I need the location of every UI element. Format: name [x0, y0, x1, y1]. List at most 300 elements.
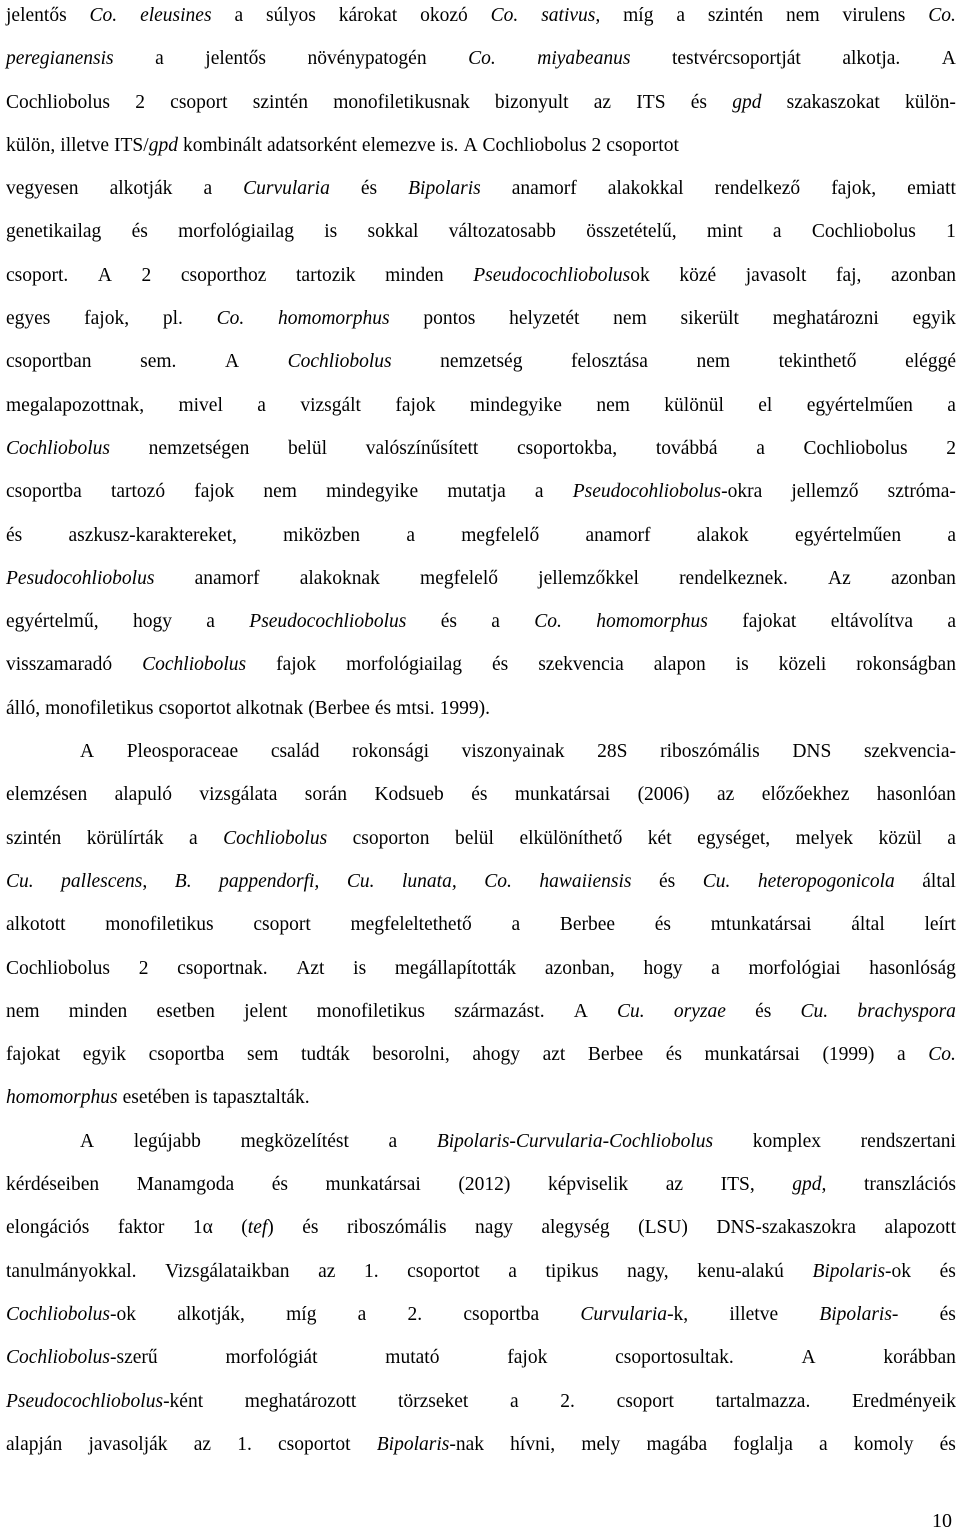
word [60, 124, 109, 167]
word [656, 427, 718, 470]
italic-term: Co. [468, 48, 496, 70]
word [253, 81, 308, 124]
text-segment: 1. [237, 1433, 252, 1455]
text-segment: csoportba [463, 1303, 540, 1325]
word [105, 903, 213, 946]
italic-term: B. [174, 870, 192, 892]
text-line [6, 470, 956, 513]
text-segment: leírt [924, 914, 956, 936]
text-segment: anamorf [585, 524, 651, 546]
word [716, 1206, 856, 1249]
text-segment: hasonlóság [869, 957, 956, 979]
italic-term: miyabeanus [537, 48, 631, 70]
text-segment: egyértelműen [794, 524, 902, 546]
text-segment: alakoknak [299, 567, 380, 589]
word [6, 990, 40, 1033]
text-segment: komplex [752, 1130, 822, 1152]
text-segment: alkotják [109, 178, 173, 200]
word [463, 1293, 539, 1336]
word [879, 817, 922, 860]
italic-term: Co. [216, 308, 245, 330]
text-segment: csoportosultak. [615, 1347, 734, 1369]
word [193, 1206, 213, 1249]
word [6, 1336, 158, 1379]
word [267, 124, 357, 167]
text-segment: nagy, [627, 1260, 669, 1282]
text-segment: magába [646, 1433, 708, 1455]
italic-term: gpd [148, 134, 178, 156]
text-segment: pontos [423, 308, 476, 330]
word [660, 730, 760, 773]
text-segment: morfológiai [748, 957, 841, 979]
word [792, 730, 831, 773]
text-segment: nemzetség [440, 351, 523, 373]
text-segment: A [80, 1130, 95, 1152]
text-line [6, 860, 956, 903]
word [928, 0, 956, 37]
text-segment: és [302, 1217, 319, 1239]
word [317, 990, 425, 1033]
word [449, 210, 556, 253]
word [843, 0, 906, 37]
word [666, 1163, 683, 1206]
italic-term: Cochliobolus [6, 437, 111, 459]
word [6, 947, 110, 990]
text-line [6, 81, 956, 124]
text-segment: fajok [507, 1347, 548, 1369]
text-segment: (1999) [822, 1044, 875, 1066]
text-segment: 2 [141, 264, 152, 286]
word [470, 384, 562, 427]
word [676, 0, 685, 37]
text-segment: alkotnak [236, 697, 304, 719]
text-segment: mtsi. [396, 697, 435, 719]
text-segment: a [388, 1130, 398, 1152]
word [385, 1336, 439, 1379]
word [140, 0, 211, 37]
text-segment: ) [267, 1217, 274, 1239]
italic-term: homomorphus [6, 1087, 118, 1109]
word [462, 730, 565, 773]
word [606, 124, 679, 167]
word [461, 514, 539, 557]
text-segment: belül [454, 827, 494, 849]
text-segment: Azt [296, 957, 325, 979]
text-segment: család [270, 741, 320, 763]
text-segment: azonban, [544, 957, 615, 979]
text-segment: mely [581, 1433, 621, 1455]
word [666, 1033, 682, 1076]
word [353, 947, 366, 990]
word [6, 773, 87, 816]
text-segment: vizsgált [300, 394, 361, 416]
word [243, 167, 330, 210]
word [703, 860, 731, 903]
text-segment: morfológiailag [346, 654, 463, 676]
word [195, 557, 260, 600]
word [155, 37, 164, 80]
word [6, 1250, 137, 1293]
text-segment: belül [288, 437, 328, 459]
text-segment: riboszómális [346, 1217, 447, 1239]
text-segment: tartalmazza. [715, 1390, 811, 1412]
word [708, 0, 763, 37]
italic-term: Cochliobolus [142, 654, 247, 676]
word [347, 860, 375, 903]
word [244, 990, 287, 1033]
word [6, 297, 50, 340]
word [608, 167, 684, 210]
word [705, 1033, 800, 1076]
text-segment: 2 [946, 437, 956, 459]
text-segment: a [234, 5, 244, 26]
text-segment: ITS/ [114, 134, 149, 156]
text-segment: mtunkatársai [710, 914, 812, 936]
word [163, 297, 183, 340]
text-line [6, 37, 956, 80]
word [194, 470, 234, 513]
text-segment: csoporthoz [180, 264, 267, 286]
word [543, 1033, 566, 1076]
word [885, 1206, 956, 1249]
text-segment: rendelkeznek. [679, 567, 788, 589]
text-segment: a [357, 1303, 367, 1325]
italic-term: Co. [484, 870, 512, 892]
word [729, 1293, 778, 1336]
word [296, 254, 356, 297]
word [307, 37, 426, 80]
word [6, 903, 66, 946]
word [118, 1206, 165, 1249]
text-segment: vizsgálata [199, 784, 278, 806]
word [170, 81, 227, 124]
text-segment: törzseket [397, 1390, 469, 1412]
italic-term: Bipolaris [812, 1260, 886, 1282]
word [654, 643, 706, 686]
word [946, 427, 956, 470]
text-segment: Berbee [559, 914, 616, 936]
text-segment: melyek [795, 827, 854, 849]
word [389, 1120, 398, 1163]
word [842, 37, 900, 80]
text-segment: és [440, 611, 457, 633]
text-segment: azonban [890, 567, 956, 589]
word [278, 297, 390, 340]
text-segment: mutató [385, 1347, 440, 1369]
word [596, 600, 708, 643]
text-segment: nem [613, 308, 647, 330]
text-segment: alakokkal [607, 178, 684, 200]
text-segment: nagy [475, 1217, 513, 1239]
word [83, 1033, 126, 1076]
word [140, 340, 176, 383]
text-segment: 28S [597, 741, 628, 763]
text-segment: a [819, 1433, 828, 1455]
word [928, 1033, 956, 1076]
word [178, 384, 222, 427]
word [296, 947, 324, 990]
text-segment: morfológiát [225, 1347, 318, 1369]
text-segment: tapasztalták. [212, 1087, 310, 1109]
italic-term: hawaiiensis [539, 870, 632, 892]
text-line [6, 1076, 956, 1119]
text-segment: a [203, 178, 213, 200]
word [300, 557, 380, 600]
word [812, 1250, 911, 1293]
text-segment: fajokat [742, 611, 797, 633]
text-segment: egyes [6, 308, 51, 330]
word [541, 0, 600, 37]
text-segment: és [374, 697, 392, 719]
text-segment: által [922, 870, 956, 892]
word [907, 167, 956, 210]
word [779, 340, 857, 383]
word [406, 514, 415, 557]
word [339, 0, 397, 37]
word [420, 0, 468, 37]
word [947, 514, 956, 557]
italic-term: Pseudocochliobolus [6, 1390, 164, 1412]
word [905, 340, 956, 383]
word [6, 210, 101, 253]
text-segment: sem. [140, 351, 177, 373]
word [831, 167, 876, 210]
word [6, 1033, 60, 1076]
word [717, 773, 734, 816]
word [288, 340, 392, 383]
text-segment: A [224, 351, 240, 373]
word [302, 1206, 318, 1249]
word [225, 340, 239, 383]
text-segment: a [491, 611, 500, 633]
word [471, 773, 487, 816]
text-line [6, 427, 956, 470]
italic-term: Bipolaris- [819, 1303, 899, 1325]
word [142, 254, 152, 297]
word [861, 1120, 956, 1163]
text-segment: különül [664, 394, 724, 416]
word [245, 1380, 357, 1423]
text-segment: -nak [449, 1433, 484, 1455]
text-segment: csoportba [6, 481, 82, 503]
word [585, 514, 650, 557]
text-segment: -ok [110, 1303, 137, 1325]
word [253, 903, 310, 946]
word [247, 1033, 278, 1076]
text-segment: során [304, 784, 348, 806]
text-segment: csoport [616, 1390, 674, 1412]
text-segment: a [947, 524, 956, 546]
word [560, 1380, 575, 1423]
word [883, 1336, 956, 1379]
text-segment: csoport [170, 91, 228, 113]
italic-term: Cu. [346, 870, 375, 892]
text-segment: illetve [60, 134, 110, 156]
text-segment: csoporton [352, 827, 430, 849]
text-segment: -szerű [110, 1347, 158, 1369]
text-line [6, 1423, 956, 1466]
italic-term: Cu. [702, 870, 731, 892]
word [178, 210, 294, 253]
word [324, 210, 337, 253]
text-segment: alapuló [114, 784, 173, 806]
word [127, 730, 239, 773]
text-segment: a [406, 524, 415, 546]
word [132, 210, 148, 253]
word [165, 1250, 289, 1293]
word [877, 773, 956, 816]
text-segment: tartozó [110, 481, 166, 503]
word [441, 124, 459, 167]
word [672, 37, 801, 80]
word [646, 1423, 707, 1466]
text-segment: fajok [395, 394, 436, 416]
word [636, 81, 665, 124]
word [84, 297, 129, 340]
italic-term: pallescens [61, 870, 143, 892]
text-segment: azonban [891, 264, 956, 286]
text-segment: emiatt [907, 178, 956, 200]
text-segment: monofiletikus [45, 697, 154, 719]
word [787, 81, 880, 124]
text-segment: rokonsági [352, 741, 430, 763]
text-segment: Cochliobolus [6, 957, 111, 979]
text-segment: 2. [407, 1303, 423, 1325]
word [257, 384, 266, 427]
text-segment: azt [542, 1044, 566, 1066]
word [115, 773, 172, 816]
text-line [6, 254, 956, 297]
text-segment: tudták [301, 1044, 350, 1066]
text-segment: szintén [707, 5, 764, 26]
word [473, 254, 650, 297]
word [515, 773, 610, 816]
text-segment: Cochliobolus [811, 221, 916, 243]
word [225, 1336, 317, 1379]
text-segment: alakok [696, 524, 749, 546]
text-segment: rokonságban [856, 654, 956, 676]
text-segment: 2 [135, 91, 145, 113]
text-segment: és [939, 1260, 956, 1282]
text-segment: megfeleltethető [350, 914, 472, 936]
word [721, 1163, 755, 1206]
text-segment: a [511, 914, 521, 936]
word [857, 990, 956, 1033]
word [691, 81, 707, 124]
word [123, 1076, 190, 1119]
text-line [6, 730, 956, 773]
word [407, 1250, 480, 1293]
text-segment: -ként [163, 1390, 204, 1412]
word [183, 124, 262, 167]
word [534, 600, 562, 643]
word [613, 297, 647, 340]
text-line [6, 297, 956, 340]
italic-term: Co. [490, 5, 519, 26]
text-segment: és [6, 524, 23, 546]
text-segment: egyik [82, 1044, 127, 1066]
text-segment: Cochliobolus [482, 134, 587, 156]
word [6, 860, 34, 903]
text-segment: elemezve [361, 134, 436, 156]
text-segment: anamorf [194, 567, 260, 589]
word [396, 687, 434, 730]
word [458, 1163, 510, 1206]
text-segment: minden [68, 1000, 128, 1022]
word [888, 470, 956, 513]
word [648, 817, 672, 860]
text-segment: csoportot [278, 1433, 351, 1455]
text-segment: jelentős [205, 48, 266, 70]
text-segment: 2. [560, 1390, 575, 1412]
text-segment: képviselik [547, 1174, 629, 1196]
text-line [6, 643, 956, 686]
text-segment: felosztása [571, 351, 648, 373]
text-segment: a [257, 394, 266, 416]
word [385, 254, 444, 297]
text-segment: a [772, 221, 782, 243]
text-line [6, 1163, 956, 1206]
text-segment: bizonyult [494, 91, 569, 113]
word [437, 1120, 713, 1163]
italic-term: gpd [732, 91, 762, 113]
text-segment: Pleosporaceae [126, 741, 239, 763]
text-segment: csoportot [606, 134, 679, 156]
text-segment: csoportot [407, 1260, 480, 1282]
text-segment: az [665, 1174, 684, 1196]
text-segment: hogy [132, 611, 172, 633]
text-segment: alegység [541, 1217, 610, 1239]
word [6, 1293, 136, 1336]
italic-term: Pseudocochliobolus [249, 611, 407, 633]
word [350, 903, 471, 946]
word [358, 1293, 367, 1336]
word [679, 557, 788, 600]
text-segment: esetben [156, 1000, 215, 1022]
word [347, 1206, 447, 1249]
word [492, 643, 508, 686]
text-line [6, 1380, 956, 1423]
text-segment: ITS [636, 91, 666, 113]
word [423, 297, 475, 340]
text-segment: és [131, 221, 148, 243]
text-line [6, 340, 956, 383]
text-segment: közé [679, 264, 717, 286]
word [756, 427, 765, 470]
text-segment: javasolják [88, 1433, 168, 1455]
italic-term: peregianensis [6, 48, 114, 70]
text-segment: és [492, 654, 509, 676]
word [69, 514, 237, 557]
text-segment: nem [6, 1000, 40, 1022]
word [597, 730, 627, 773]
text-line [6, 384, 956, 427]
word [263, 470, 297, 513]
italic-term: Cochliobolus [287, 351, 392, 373]
word [627, 1250, 669, 1293]
text-segment: összetételű, [586, 221, 677, 243]
text-segment: is [735, 654, 749, 676]
word [869, 947, 956, 990]
word [308, 687, 370, 730]
word [484, 860, 512, 903]
word [194, 1423, 211, 1466]
text-line [6, 990, 956, 1033]
italic-term: Pesudocohliobolus [6, 567, 155, 589]
word [828, 557, 851, 600]
word [643, 947, 682, 990]
word [801, 990, 829, 1033]
